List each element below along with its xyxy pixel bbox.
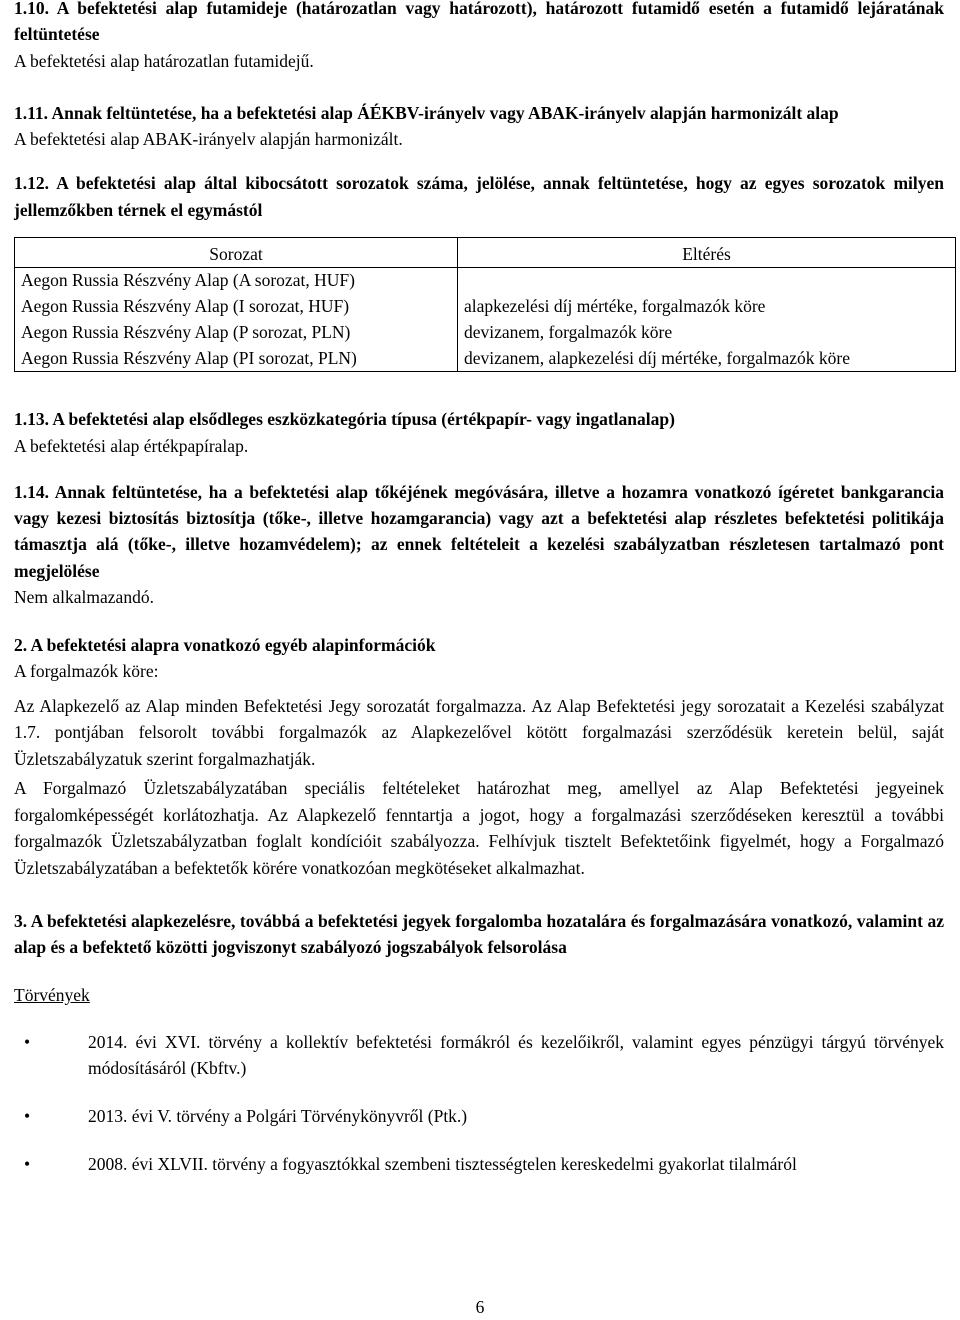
section-number: 3. (14, 910, 28, 931)
table-header-series: Sorozat (15, 237, 458, 268)
bullet-icon: • (24, 1106, 31, 1127)
section-heading (14, 479, 944, 584)
section-title: Annak feltüntetése, ha a befektetési alap ÁÉKBV-irányelv vagy ABAK-irányelv alapján harmonizált alap (51, 102, 839, 123)
section-number: 1.13. (14, 409, 49, 430)
section-subtitle: Törvények (14, 985, 90, 1006)
section-heading (14, 632, 944, 658)
section-paragraph: Az Alapkezelő az Alap minden Befektetési Jegy sorozatát forgalmazza. Az Alap Befektetési jegy sorozatait a Kezelési szabályzat 1.7. pontjában felsorolt további forgalmazók az Alapkezelővel kötött forgalmazási szerződésük keretein belül, saját Üzletszabályzatuk szerint forgalmazhatják. (14, 695, 944, 770)
laws-list (14, 1029, 944, 1178)
law-text: 2013. évi V. törvény a Polgári Törvénykönyvről (Ptk.) (88, 1106, 468, 1127)
document-page (14, 0, 944, 1200)
section-title: A befektetési alap elsődleges eszközkategória típusa (értékpapír- vagy ingatlanalap) (52, 409, 675, 430)
section-1-12 (14, 170, 944, 372)
section-subtitle: A forgalmazók köre: (14, 661, 159, 682)
list-item (14, 1029, 944, 1082)
section-2 (14, 632, 944, 882)
section-title: A befektetési alap által kibocsátott sorozatok száma, jelölése, annak feltüntetése, hogy az egyes sorozatok milyen jellemzőkben térnek el egymástól (14, 173, 944, 220)
table-row (15, 346, 956, 372)
bullet-icon: • (24, 1154, 31, 1175)
series-name: Aegon Russia Részvény Alap (P sorozat, PLN) (15, 320, 458, 346)
section-number: 1.11. (14, 102, 49, 123)
list-item (14, 1151, 944, 1177)
section-1-14 (14, 479, 944, 610)
series-name: Aegon Russia Részvény Alap (I sorozat, HUF) (15, 294, 458, 320)
series-difference (458, 268, 956, 294)
page-number: 6 (475, 1297, 485, 1317)
bullet-icon: • (24, 1031, 31, 1052)
section-heading (14, 100, 944, 126)
series-name: Aegon Russia Részvény Alap (A sorozat, HUF) (15, 268, 458, 294)
series-name: Aegon Russia Részvény Alap (PI sorozat, PLN) (15, 346, 458, 372)
section-body: Nem alkalmazandó. (14, 586, 154, 607)
section-body: A befektetési alap határozatlan futamidejű. (14, 50, 314, 71)
section-heading (14, 0, 944, 48)
section-number: 1.12. (14, 173, 49, 194)
section-body: A befektetési alap ABAK-irányelv alapján harmonizált. (14, 129, 403, 149)
section-title: A befektetési alapra vonatkozó egyéb alapinformációk (30, 635, 436, 656)
series-table (14, 237, 956, 373)
section-heading (14, 406, 944, 432)
table-row (15, 268, 956, 294)
section-title: A befektetési alap futamideje (határozatlan vagy határozott), határozott futamidő esetén a futamidő lejáratának feltüntetése (14, 0, 944, 45)
section-1-11 (14, 100, 944, 153)
table-row (15, 320, 956, 346)
section-title: A befektetési alapkezelésre, továbbá a befektetési jegyek forgalomba hozatalára és forgalmazására vonatkozó, valamint az alap és a befektető közötti jogviszonyt szabályozó jogszabályok felsorolása (14, 910, 944, 958)
series-difference: alapkezelési díj mértéke, forgalmazók köre (458, 294, 956, 320)
table-row (15, 294, 956, 320)
section-paragraph: A Forgalmazó Üzletszabályzatában speciális feltételeket határozhat meg, amellyel az Alap Befektetési jegyeinek forgalomképességét korlátozhatja. Az Alapkezelő fenntartja a jogot, hogy a forgalmazási szerződéseken keresztül a további forgalmazók Üzletszabályzatban foglalt kondícióit szabályozza. Felhívjuk tisztelt Befektetőink figyelmét, hogy a Forgalmazó Üzletszabályzatában a befektetők körére vonatkozóan megkötéseket alkalmazhat. (14, 777, 944, 879)
section-title: Annak feltüntetése, ha a befektetési alap tőkéjének megóvására, illetve a hozamra vonatkozó ígéretet bankgarancia vagy kezesi biztosítás biztosítja (tőke-, illetve hozamgarancia) vagy azt a befektetési alap részletes befektetési politikája támasztja alá (tőke-, illetve hozamvédelem); az ennek feltételeit a kezelési szabályzatban részletesen tartalmazó pont megjelölése (14, 481, 944, 581)
section-body: A befektetési alap értékpapíralap. (14, 435, 249, 456)
law-text: 2014. évi XVI. törvény a kollektív befektetési formákról és kezelőikről, valamint egyes pénzügyi tárgyú törvények módosításáról (Kbftv.) (88, 1031, 944, 1078)
list-item (14, 1103, 944, 1129)
section-number: 1.14. (14, 481, 49, 502)
law-text: 2008. évi XLVII. törvény a fogyasztókkal szembeni tisztességtelen kereskedelmi gyakorlat tilalmáról (88, 1154, 797, 1175)
section-3 (14, 908, 944, 1178)
table-header-difference: Eltérés (458, 237, 956, 268)
series-difference: devizanem, alapkezelési díj mértéke, forgalmazók köre (458, 346, 956, 372)
section-number: 1.10. (14, 0, 49, 18)
section-heading (14, 908, 944, 961)
series-difference: devizanem, forgalmazók köre (458, 320, 956, 346)
section-heading (14, 170, 944, 223)
section-number: 2. (14, 635, 28, 656)
section-1-10 (14, 0, 944, 74)
section-1-13 (14, 406, 944, 459)
